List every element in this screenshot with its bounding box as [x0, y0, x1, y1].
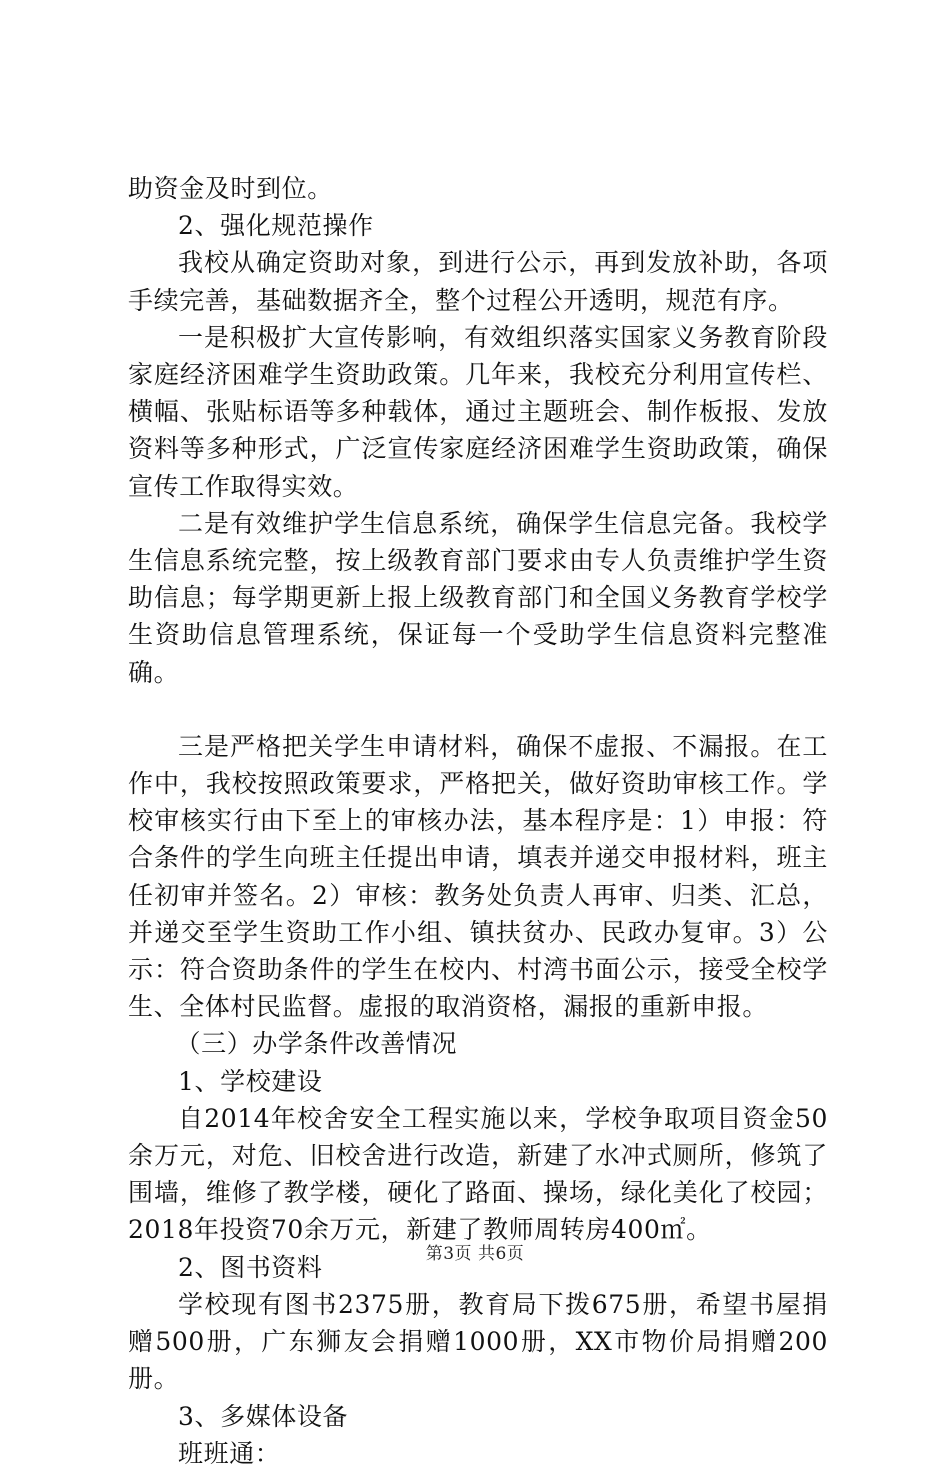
- paragraph-publicity: 一是积极扩大宣传影响，有效组织落实国家义务教育阶段家庭经济困难学生资助政策。几年来，我校充分利用宣传栏、横幅、张贴标语等多种载体，通过主题班会、制作板报、发放资料等多种形式，广泛宣传家庭经济困难学生资助政策，确保宣传工作取得实效。: [128, 322, 828, 501]
- paragraph-application-review: 三是严格把关学生申请材料，确保不虚报、不漏报。在工作中，我校按照政策要求，严格把关，做好资助审核工作。学校审核实行由下至上的审核办法，基本程序是：1）申报：符合条件的学生向班主任提出申请，填表并递交申报材料，班主任初审并签名。2）审核：教务处负责人再审、归类、汇总，并递交至学生资助工作小组、镇扶贫办、民政办复审。3）公示：符合资助条件的学生在校内、村湾书面公示，接受全校学生、全体村民监督。虚报的取消资格，漏报的重新申报。: [128, 731, 828, 1022]
- section-heading-school-conditions: （三）办学条件改善情况: [175, 1029, 458, 1059]
- page-number-footer: 第3页 共6页: [425, 1244, 525, 1264]
- subheading-school-construction: 1、学校建设: [178, 1066, 323, 1096]
- paragraph-info-system: 二是有效维护学生信息系统，确保学生信息完备。我校学生信息系统完整，按上级教育部门要求由专人负责维护学生资助信息；每学期更新上报上级教育部门和全国义务教育学校学生资助信息管理系统，保证每一个受助学生信息资料完整准确。: [128, 508, 828, 687]
- paragraph-continuation: 助资金及时到位。: [128, 174, 333, 203]
- subheading-library: 2、图书资料: [178, 1252, 323, 1282]
- subheading-standardize-operation: 2、强化规范操作: [178, 211, 374, 241]
- paragraph-procedure: 我校从确定资助对象，到进行公示，再到发放补助，各项手续完善，基础数据齐全，整个过程公开透明，规范有序。: [128, 248, 828, 315]
- paragraph-construction: 自2014年校舍安全工程实施以来，学校争取项目资金50余万元，对危、旧校舍进行改造，新建了水冲式厕所，修筑了围墙，维修了教学楼，硬化了路面、操场，绿化美化了校园；2018年投资70余万元，新建了教师周转房400㎡。: [128, 1103, 828, 1245]
- paragraph-library: 学校现有图书2375册，教育局下拨675册，希望书屋捐赠500册，广东狮友会捐赠1000册，XX市物价局捐赠200册。: [128, 1289, 828, 1394]
- subheading-multimedia: 3、多媒体设备: [178, 1401, 349, 1431]
- paragraph-banbantong: 班班通：: [178, 1438, 281, 1468]
- document-body: [128, 170, 828, 1472]
